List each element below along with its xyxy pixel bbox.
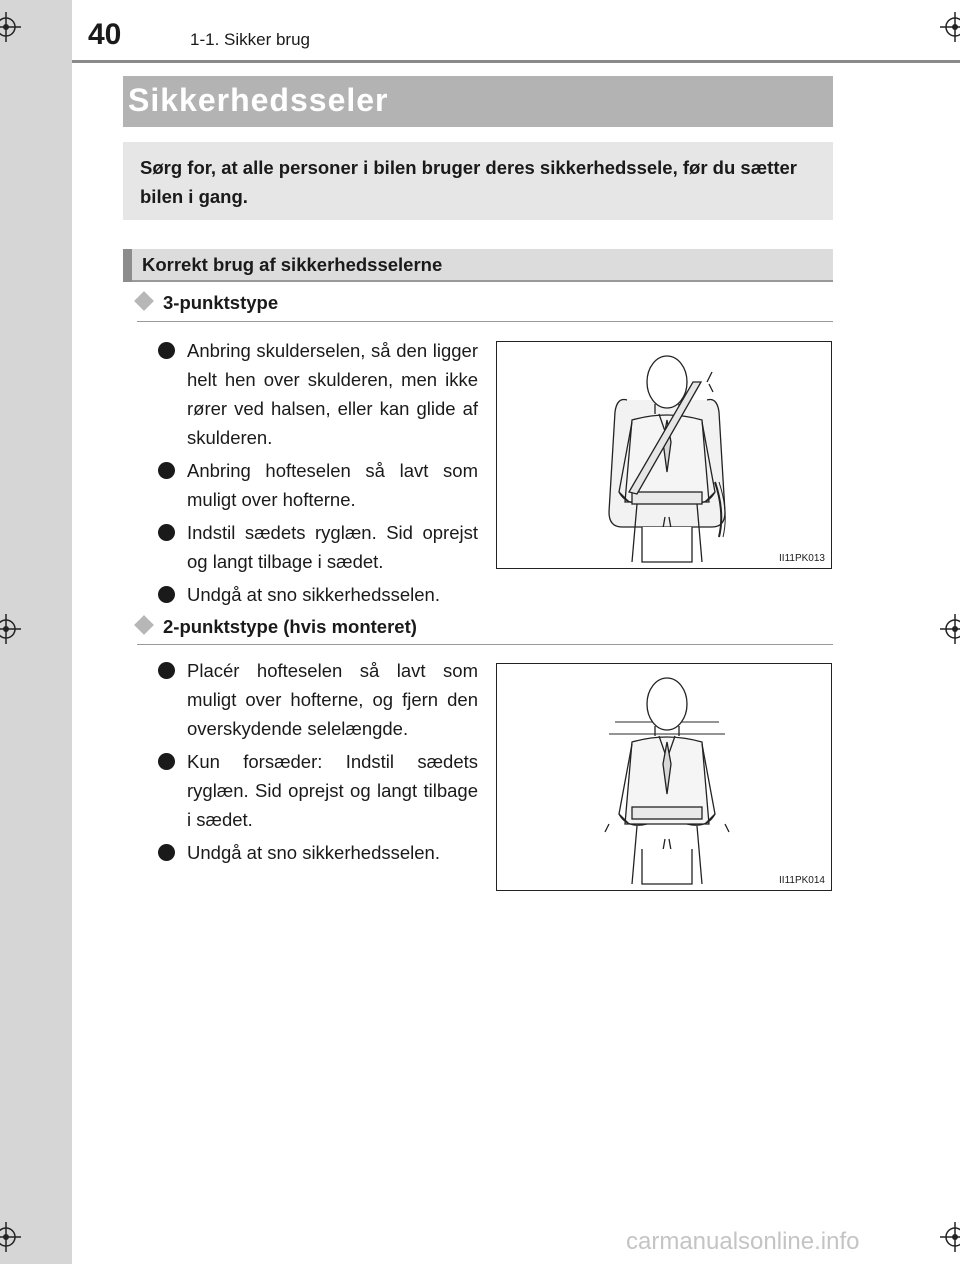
header-divider [72, 60, 960, 63]
subheading-accent [123, 249, 132, 282]
list-item-text: Placér hofteselen så lavt som muligt over hofterne, og fjern den overskydende selelængde. [187, 660, 478, 739]
bullet-dot-icon [158, 844, 175, 861]
diamond-icon [134, 291, 154, 311]
section-divider [137, 321, 833, 322]
figure-code: II11PK014 [779, 875, 825, 886]
header-section-title: 1-1. Sikker brug [190, 30, 310, 49]
seated-person-3-point-illustration [497, 342, 832, 569]
bullet-dot-icon [158, 342, 175, 359]
bullet-list [158, 656, 478, 867]
bullet-dot-icon [158, 586, 175, 603]
list-item [158, 456, 478, 514]
crop-mark-icon [0, 12, 21, 42]
crop-mark-icon [0, 614, 21, 644]
list-item-text: Anbring hofteselen så lavt som muligt over hofterne. [187, 460, 478, 510]
figure-code: II11PK013 [779, 553, 825, 564]
list-item-text: Undgå at sno sikkerhedsselen. [187, 842, 440, 863]
intro-text: Sørg for, at alle personer i bilen bruger deres sikkerhedssele, før du sætter bilen i gang. [140, 157, 797, 207]
section-heading-label: 2-punktstype (hvis monteret) [163, 616, 417, 637]
bullet-list [158, 336, 478, 609]
figure-2-point-belt [496, 663, 832, 891]
list-item [158, 580, 547, 609]
diamond-icon [134, 615, 154, 635]
list-item-text: Anbring skulderselen, så den ligger helt hen over skulderen, men ikke rører ved halsen, eller kan glide af skulderen. [187, 340, 478, 448]
list-item [158, 747, 478, 834]
crop-mark-icon [940, 12, 960, 42]
bullet-dot-icon [158, 753, 175, 770]
list-item [158, 518, 478, 576]
section-heading-label: 3-punktstype [163, 292, 279, 313]
section-heading [137, 294, 278, 313]
figure-3-point-belt [496, 341, 832, 569]
list-item [158, 656, 478, 743]
subheading: Korrekt brug af sikkerhedsselerne [142, 254, 443, 275]
seated-person-2-point-illustration [497, 664, 832, 891]
watermark: carmanualsonline.info [626, 1228, 860, 1255]
page-number: 40 [88, 18, 122, 51]
list-item-text: Kun forsæder: Indstil sædets ryglæn. Sid oprejst og langt tilbage i sædet. [187, 751, 478, 830]
bullet-dot-icon [158, 662, 175, 679]
list-item [158, 336, 478, 452]
crop-mark-icon [940, 1222, 960, 1252]
bullet-dot-icon [158, 524, 175, 541]
crop-mark-icon [940, 614, 960, 644]
section-heading [137, 618, 417, 637]
list-item-text: Indstil sædets ryglæn. Sid oprejst og langt tilbage i sædet. [187, 522, 478, 572]
page-title: Sikkerhedsseler [128, 82, 389, 118]
list-item-text: Undgå at sno sikkerhedsselen. [187, 584, 440, 605]
list-item [158, 838, 478, 867]
section-divider [137, 644, 833, 645]
crop-mark-icon [0, 1222, 21, 1252]
bullet-dot-icon [158, 462, 175, 479]
